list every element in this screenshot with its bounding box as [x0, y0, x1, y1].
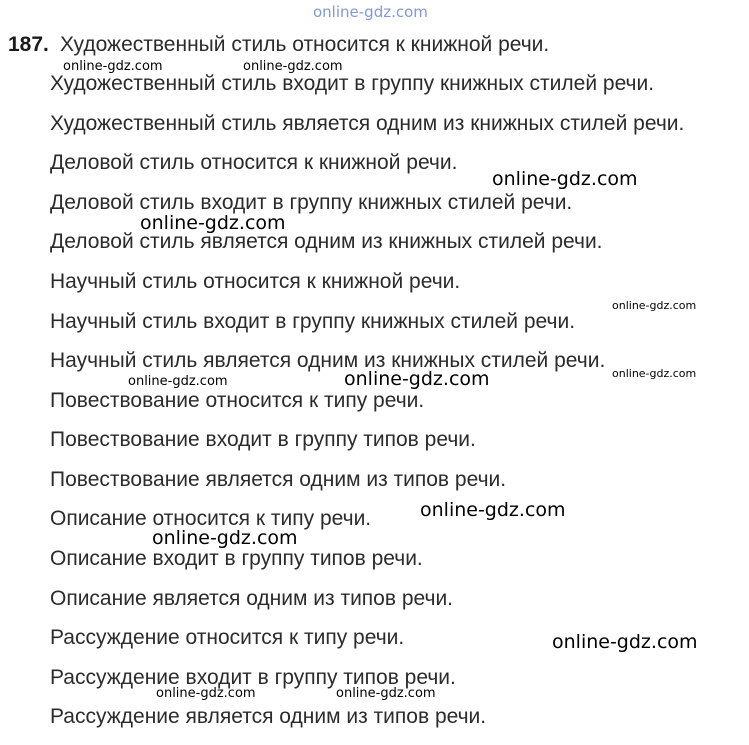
exercise-line: Научный стиль входит в группу книжных стилей речи.: [50, 310, 576, 333]
watermark-text: online-gdz.com: [492, 168, 638, 190]
exercise-line: Описание является одним из типов речи.: [50, 587, 454, 610]
exercise-line: Деловой стиль входит в группу книжных стилей речи.: [50, 191, 573, 214]
watermark-text: online-gdz.com: [612, 299, 697, 312]
exercise-line: Художественный стиль входит в группу книжных стилей речи.: [50, 72, 655, 95]
watermark-text: online-gdz.com: [344, 368, 490, 390]
exercise-line: Повествование является одним из типов речи.: [50, 468, 507, 491]
watermark-text: online-gdz.com: [140, 212, 286, 234]
exercise-line: Деловой стиль является одним из книжных стилей речи.: [50, 230, 603, 253]
exercise-line: Художественный стиль является одним из книжных стилей речи.: [50, 112, 685, 135]
exercise-number: 187.: [8, 33, 49, 56]
watermark-text: online-gdz.com: [152, 527, 298, 549]
watermark-text: online-gdz.com: [612, 367, 697, 380]
watermark-text: online-gdz.com: [128, 374, 228, 389]
exercise-line: Научный стиль относится к книжной речи.: [50, 270, 461, 293]
watermark-text: online-gdz.com: [313, 3, 428, 21]
exercise-line: Художественный стиль относится к книжной речи.: [60, 33, 550, 56]
exercise-line: Рассуждение входит в группу типов речи.: [50, 666, 456, 689]
watermark-text: online-gdz.com: [63, 59, 163, 74]
exercise-line: Деловой стиль относится к книжной речи.: [50, 151, 458, 174]
exercise-line: Рассуждение является одним из типов речи.: [50, 705, 487, 728]
exercise-line: Научный стиль является одним из книжных стилей речи.: [50, 349, 606, 372]
watermark-text: online-gdz.com: [243, 59, 343, 74]
watermark-text: online-gdz.com: [336, 686, 436, 701]
exercise-line: Повествование входит в группу типов речи.: [50, 428, 476, 451]
exercise-line: Повествование относится к типу речи.: [50, 389, 425, 412]
watermark-text: online-gdz.com: [156, 686, 256, 701]
exercise-line: Рассуждение относится к типу речи.: [50, 626, 405, 649]
watermark-text: online-gdz.com: [552, 631, 698, 653]
exercise-line: Описание входит в группу типов речи.: [50, 547, 423, 570]
exercise-line: Описание относится к типу речи.: [50, 507, 372, 530]
watermark-text: online-gdz.com: [420, 499, 566, 521]
